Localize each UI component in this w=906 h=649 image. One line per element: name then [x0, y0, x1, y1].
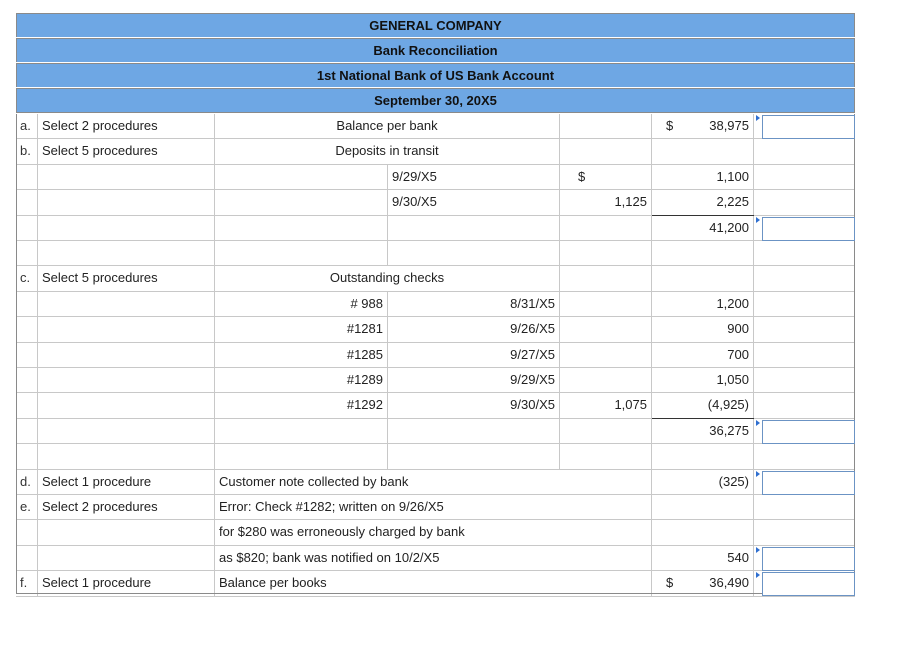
- answer-cell: [754, 241, 855, 266]
- empty-cell: [560, 241, 652, 266]
- empty-cell: [38, 292, 215, 317]
- answer-input[interactable]: [762, 115, 855, 139]
- amount-value: 36,275: [652, 419, 754, 444]
- empty-cell: [560, 444, 652, 469]
- row-letter: [16, 317, 38, 342]
- empty-cell: [560, 114, 652, 139]
- empty-cell: [560, 495, 652, 520]
- subtotal-value: 1,050: [652, 368, 754, 393]
- check-date: 9/30/X5: [388, 393, 560, 418]
- deposit-date: 9/29/X5: [388, 165, 560, 190]
- empty-cell: [560, 343, 652, 368]
- input-marker-icon: [756, 471, 760, 477]
- procedure-select[interactable]: Select 2 procedures: [38, 114, 215, 139]
- empty-cell: [38, 546, 215, 571]
- check-date: 9/29/X5: [388, 368, 560, 393]
- row-letter: e.: [16, 495, 38, 520]
- empty-cell: [38, 190, 215, 215]
- empty-cell: [38, 216, 215, 241]
- row-letter: c.: [16, 266, 38, 291]
- company-name: GENERAL COMPANY: [16, 13, 855, 37]
- empty-cell: [560, 139, 652, 164]
- empty-cell: [215, 165, 388, 190]
- deposit-date: 9/30/X5: [388, 190, 560, 215]
- description-text: Error: Check #1282; written on 9/26/X5: [215, 495, 560, 520]
- answer-input[interactable]: [762, 547, 855, 571]
- answer-cell: [754, 368, 855, 393]
- empty-cell: [38, 520, 215, 545]
- empty-cell: [215, 216, 388, 241]
- answer-cell: [754, 266, 855, 291]
- procedure-select[interactable]: Select 1 procedure: [38, 571, 215, 596]
- answer-input[interactable]: [762, 420, 855, 444]
- account-name: 1st National Bank of US Bank Account: [16, 63, 855, 87]
- answer-cell: [754, 139, 855, 164]
- empty-cell: [560, 292, 652, 317]
- answer-cell: [754, 393, 855, 418]
- description-text: as $820; bank was notified on 10/2/X5: [215, 546, 560, 571]
- empty-cell: [215, 241, 388, 266]
- report-title: Bank Reconciliation: [16, 38, 855, 62]
- dollar-sign: $ 38,975: [652, 114, 754, 139]
- answer-input[interactable]: [762, 471, 855, 495]
- row-letter: b.: [16, 139, 38, 164]
- row-letter: [16, 216, 38, 241]
- answer-input[interactable]: [762, 572, 855, 596]
- check-number: #1289: [215, 368, 388, 393]
- answer-input[interactable]: [762, 217, 855, 241]
- row-letter: [16, 343, 38, 368]
- answer-cell: [754, 292, 855, 317]
- description-text: Balance per books: [215, 571, 560, 596]
- subtotal-value: 1,125: [560, 190, 652, 215]
- empty-cell: [38, 317, 215, 342]
- row-letter: [16, 393, 38, 418]
- amount-value: 2,225: [652, 190, 754, 215]
- check-date: 8/31/X5: [388, 292, 560, 317]
- check-number: # 988: [215, 292, 388, 317]
- row-letter: [16, 241, 38, 266]
- empty-cell: [652, 444, 754, 469]
- procedure-select[interactable]: Select 1 procedure: [38, 470, 215, 495]
- empty-cell: [215, 444, 388, 469]
- answer-cell: [754, 495, 855, 520]
- check-date: 9/27/X5: [388, 343, 560, 368]
- amount-value: 41,200: [652, 216, 754, 241]
- amount-value: (325): [652, 470, 754, 495]
- empty-cell: [38, 444, 215, 469]
- empty-cell: [388, 419, 560, 444]
- check-number: #1281: [215, 317, 388, 342]
- total-rule: [652, 418, 754, 419]
- dollar-sign: $: [560, 165, 652, 190]
- total-rule: [652, 215, 754, 216]
- check-number: #1285: [215, 343, 388, 368]
- empty-cell: [560, 216, 652, 241]
- answer-cell: [754, 165, 855, 190]
- amount-value: 540: [652, 546, 754, 571]
- empty-cell: [215, 190, 388, 215]
- empty-cell: [388, 216, 560, 241]
- answer-cell: [754, 317, 855, 342]
- empty-cell: [38, 368, 215, 393]
- empty-cell: [652, 241, 754, 266]
- row-letter: [16, 292, 38, 317]
- row-letter: d.: [16, 470, 38, 495]
- empty-cell: [560, 419, 652, 444]
- empty-cell: [560, 546, 652, 571]
- empty-cell: [38, 165, 215, 190]
- answer-cell: [754, 343, 855, 368]
- empty-cell: [560, 266, 652, 291]
- description-label: Deposits in transit: [215, 139, 560, 164]
- row-letter: [16, 546, 38, 571]
- empty-cell: [560, 571, 652, 596]
- subtotal-value: 900: [652, 317, 754, 342]
- input-marker-icon: [756, 115, 760, 121]
- subtotal-value: 1,075: [560, 393, 652, 418]
- amount-value: 36,490: [709, 575, 749, 591]
- empty-cell: [38, 393, 215, 418]
- input-marker-icon: [756, 420, 760, 426]
- procedure-select[interactable]: Select 5 procedures: [38, 266, 215, 291]
- description-label: Balance per bank: [215, 114, 560, 139]
- subtotal-value: 1,200: [652, 292, 754, 317]
- answer-cell: [754, 444, 855, 469]
- report-date: September 30, 20X5: [16, 88, 855, 113]
- empty-cell: [388, 444, 560, 469]
- check-date: 9/26/X5: [388, 317, 560, 342]
- empty-cell: [215, 419, 388, 444]
- row-letter: [16, 165, 38, 190]
- row-letter: [16, 520, 38, 545]
- row-letter: [16, 419, 38, 444]
- row-letter: [16, 444, 38, 469]
- empty-cell: [38, 419, 215, 444]
- input-marker-icon: [756, 547, 760, 553]
- empty-cell: [652, 266, 754, 291]
- empty-cell: [38, 343, 215, 368]
- input-marker-icon: [756, 572, 760, 578]
- empty-cell: [560, 368, 652, 393]
- empty-cell: [652, 520, 754, 545]
- empty-cell: [560, 470, 652, 495]
- subtotal-value: 1,100: [652, 165, 754, 190]
- procedure-select[interactable]: Select 2 procedures: [38, 495, 215, 520]
- description-label: Outstanding checks: [215, 266, 560, 291]
- empty-cell: [560, 317, 652, 342]
- answer-cell: [754, 520, 855, 545]
- amount-value: (4,925): [652, 393, 754, 418]
- empty-cell: [560, 520, 652, 545]
- empty-cell: [652, 495, 754, 520]
- answer-cell: [754, 190, 855, 215]
- amount-value: 38,975: [709, 118, 749, 133]
- description-text: for $280 was erroneously charged by bank: [215, 520, 560, 545]
- row-letter: f.: [16, 571, 38, 596]
- check-number: #1292: [215, 393, 388, 418]
- input-marker-icon: [756, 217, 760, 223]
- description-text: Customer note collected by bank: [215, 470, 560, 495]
- row-letter: [16, 368, 38, 393]
- procedure-select[interactable]: Select 5 procedures: [38, 139, 215, 164]
- empty-cell: [388, 241, 560, 266]
- subtotal-value: 700: [652, 343, 754, 368]
- empty-cell: [652, 139, 754, 164]
- dollar-sign: $ 36,490: [652, 571, 754, 596]
- row-letter: [16, 190, 38, 215]
- empty-cell: [38, 241, 215, 266]
- row-letter: a.: [16, 114, 38, 139]
